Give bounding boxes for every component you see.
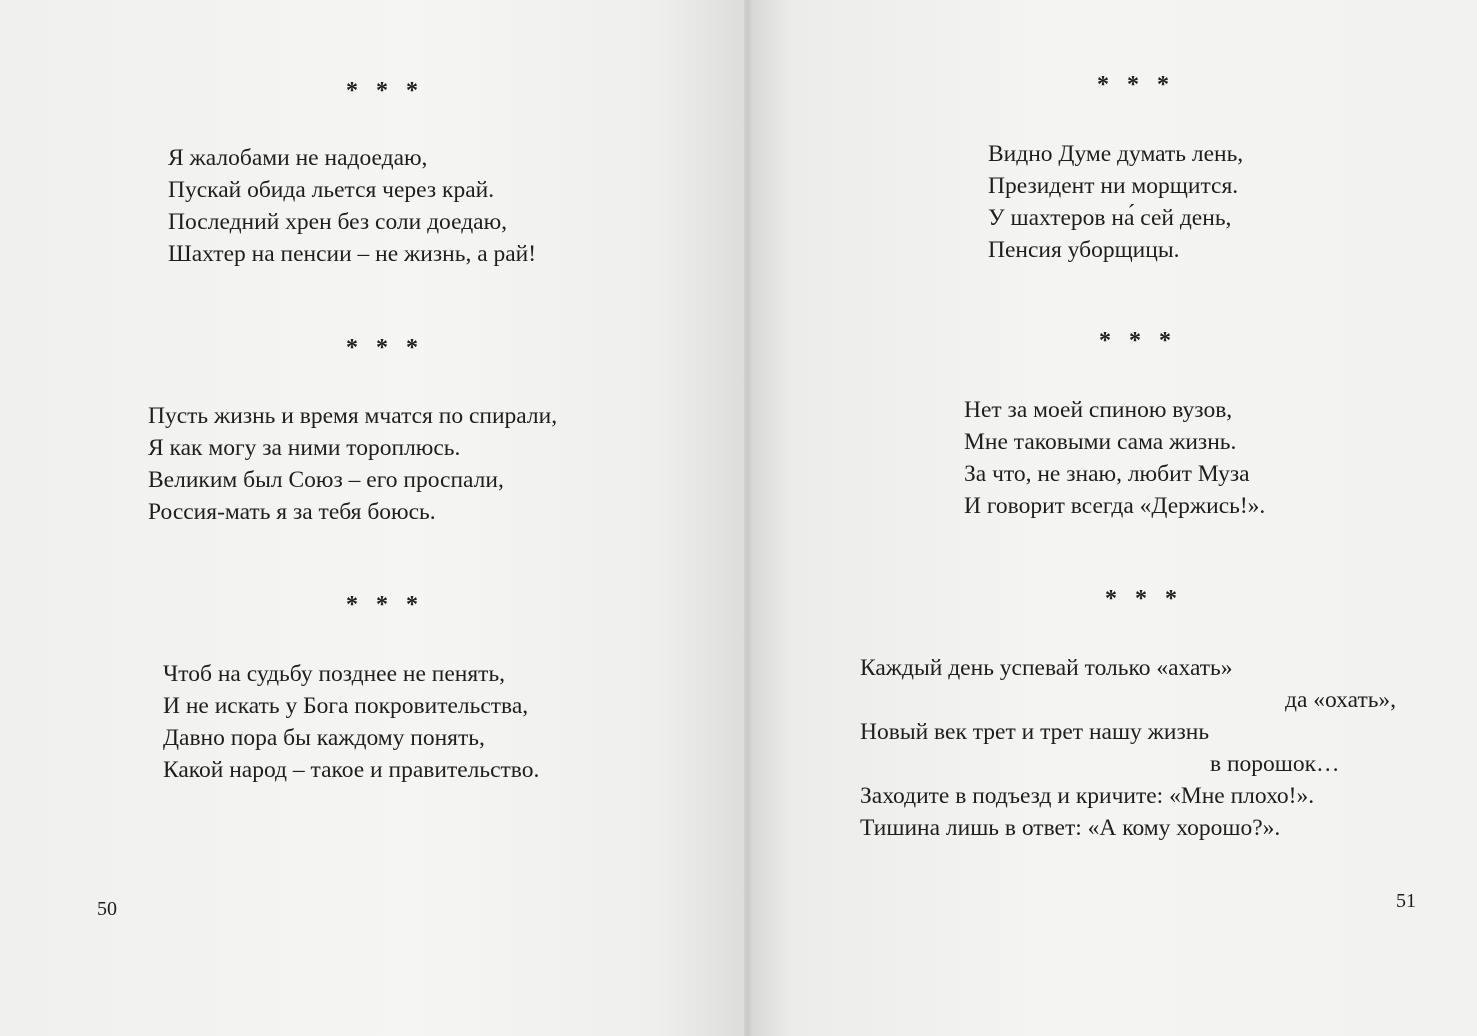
poem-line: да «охать», — [1285, 687, 1397, 713]
poem-stanza — [860, 652, 1396, 844]
poem-line: Нет за моей спиною вузов, — [964, 397, 1233, 423]
book-gutter — [744, 0, 752, 1036]
poem-line: За что, не знаю, любит Муза — [964, 461, 1250, 487]
poem-stanza — [163, 658, 539, 786]
page-number: 51 — [1396, 890, 1416, 912]
poem-separator: * * * — [346, 335, 424, 361]
poem-line: Чтоб на судьбу позднее не пенять, — [163, 661, 506, 687]
poem-line: И не искать у Бога покровительства, — [163, 693, 529, 719]
poem-line: Президент ни морщится. — [988, 173, 1239, 199]
poem-separator: * * * — [346, 592, 424, 618]
poem-line: Каждый день успевай только «ахать» — [860, 655, 1233, 681]
poem-line: Пенсия уборщицы. — [988, 237, 1180, 263]
poem-separator: * * * — [1099, 328, 1177, 354]
poem-line: Видно Думе думать лень, — [988, 141, 1244, 167]
poem-stanza — [964, 394, 1265, 522]
poem-line: Тишина лишь в ответ: «А кому хорошо?». — [860, 815, 1281, 841]
poem-line: Заходите в подъезд и кричите: «Мне плохо!». — [860, 783, 1315, 809]
poem-line: Пускай обида льется через край. — [168, 177, 495, 203]
poem-line: Россия-мать я за тебя боюсь. — [148, 499, 436, 525]
poem-line: И говорит всегда «Держись!». — [964, 493, 1266, 519]
page-number: 50 — [97, 898, 117, 920]
poem-line: Новый век трет и трет нашу жизнь — [860, 719, 1210, 745]
poem-line: Я как могу за ними тороплюсь. — [148, 435, 461, 461]
poem-line: Я жалобами не надоедаю, — [168, 145, 428, 171]
poem-line: Пусть жизнь и время мчатся по спирали, — [148, 403, 558, 429]
poem-line: Давно пора бы каждому понять, — [163, 725, 485, 751]
poem-line: Шахтер на пенсии – не жизнь, а рай! — [168, 241, 537, 267]
poem-stanza — [168, 142, 536, 270]
poem-separator: * * * — [1105, 586, 1183, 612]
poem-line: Какой народ – такое и правительство. — [163, 757, 540, 783]
right-page — [748, 0, 1477, 1036]
poem-separator: * * * — [1097, 72, 1175, 98]
poem-separator: * * * — [346, 78, 424, 104]
poem-stanza — [988, 138, 1243, 266]
poem-stanza — [148, 400, 557, 528]
poem-line: У шахтеров на́ сей день, — [988, 205, 1232, 231]
poem-line: в порошок… — [1210, 751, 1340, 777]
poem-line: Последний хрен без соли доедаю, — [168, 209, 508, 235]
poem-line: Великим был Союз – его проспали, — [148, 467, 504, 493]
poem-line: Мне таковыми сама жизнь. — [964, 429, 1237, 455]
